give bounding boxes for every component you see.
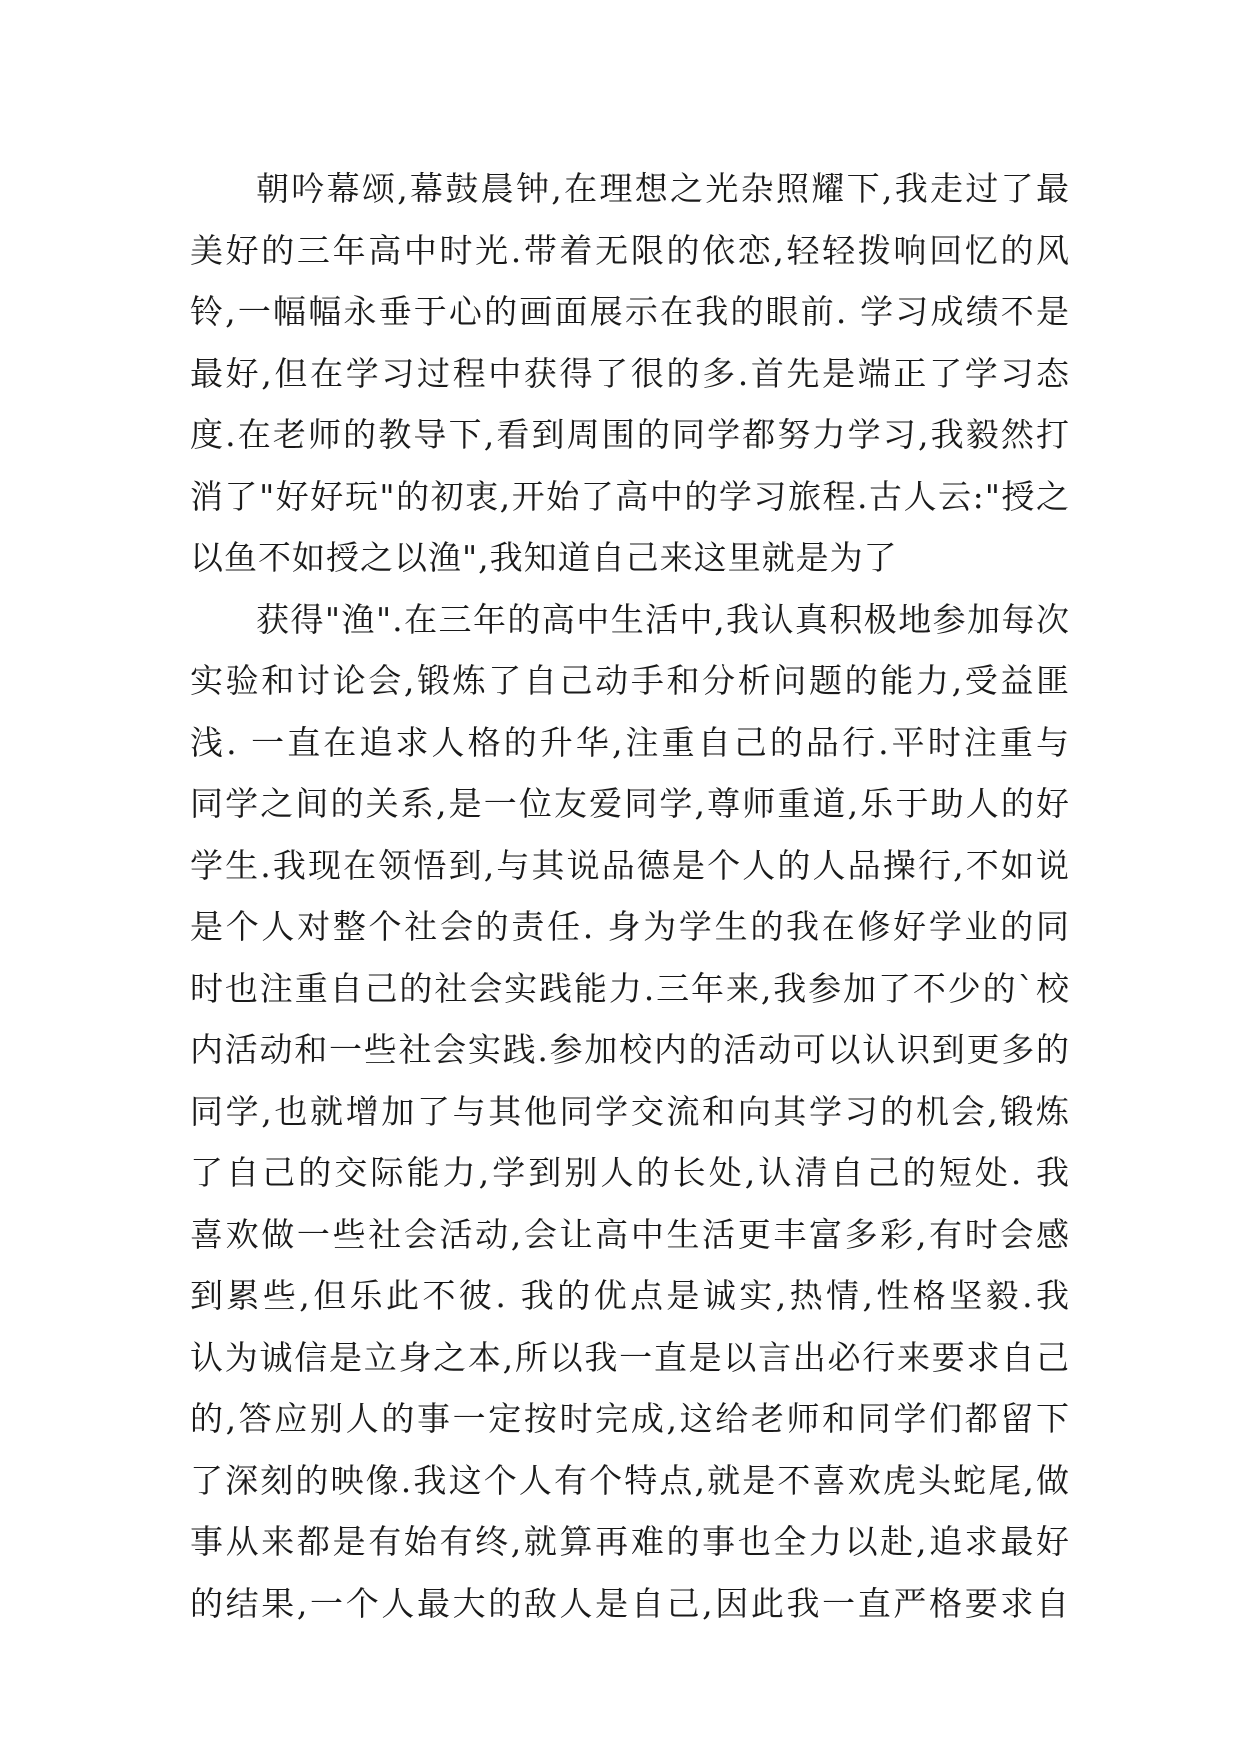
paragraph-line: 同学之间的关系,是一位友爱同学,尊师重道,乐于助人的好 xyxy=(190,784,1070,823)
paragraph-line: 同学,也就增加了与其他同学交流和向其学习的机会,锻炼 xyxy=(190,1091,1070,1131)
paragraph-line: 消了"好好玩"的初衷,开始了高中的学习旅程.古人云:"授之 xyxy=(190,476,1070,516)
paragraph-line: 美好的三年高中时光.带着无限的依恋,轻轻拨响回忆的风 xyxy=(190,230,1070,270)
paragraph-line: 度.在老师的教导下,看到周围的同学都努力学习,我毅然打 xyxy=(190,415,1070,454)
paragraph-line: 浅. 一直在追求人格的升华,注重自己的品行.平时注重与 xyxy=(190,722,1070,762)
paragraph-line: 是个人对整个社会的责任. 身为学生的我在修好学业的同 xyxy=(190,907,1070,946)
paragraph-line: 到累些,但乐此不彼. 我的优点是诚实,热情,性格坚毅.我 xyxy=(190,1276,1070,1315)
paragraph-2 xyxy=(190,589,1070,1635)
paragraph-line: 时也注重自己的社会实践能力.三年来,我参加了不少的`校 xyxy=(190,968,1070,1008)
paragraph-line: 的,答应别人的事一定按时完成,这给老师和同学们都留下 xyxy=(190,1399,1070,1438)
paragraph-line: 获得"渔".在三年的高中生活中,我认真积极地参加每次 xyxy=(256,599,1070,639)
paragraph-line: 内活动和一些社会实践.参加校内的活动可以认识到更多的 xyxy=(190,1030,1070,1069)
paragraph-line: 学生.我现在领悟到,与其说品德是个人的人品操行,不如说 xyxy=(190,845,1070,885)
paragraph-line: 了自己的交际能力,学到别人的长处,认清自己的短处. 我 xyxy=(190,1153,1070,1192)
paragraph-line: 实验和讨论会,锻炼了自己动手和分析问题的能力,受益匪 xyxy=(190,661,1070,700)
paragraph-line: 了深刻的映像.我这个人有个特点,就是不喜欢虎头蛇尾,做 xyxy=(190,1460,1070,1500)
paragraph-line: 认为诚信是立身之本,所以我一直是以言出必行来要求自己 xyxy=(190,1337,1070,1377)
document-body xyxy=(190,158,1070,1634)
paragraph-line: 以鱼不如授之以渔",我知道自己来这里就是为了 xyxy=(190,538,898,577)
paragraph-line: 喜欢做一些社会活动,会让高中生活更丰富多彩,有时会感 xyxy=(190,1214,1070,1254)
paragraph-line: 铃,一幅幅永垂于心的画面展示在我的眼前. 学习成绩不是 xyxy=(190,292,1070,331)
paragraph-line: 最好,但在学习过程中获得了很的多.首先是端正了学习态 xyxy=(190,353,1070,393)
paragraph-line: 朝吟幕颂,幕鼓晨钟,在理想之光杂照耀下,我走过了最 xyxy=(256,169,1070,208)
paragraph-1 xyxy=(190,158,1070,589)
paragraph-line: 事从来都是有始有终,就算再难的事也全力以赴,追求最好 xyxy=(190,1522,1070,1561)
paragraph-line: 的结果,一个人最大的敌人是自己,因此我一直严格要求自 xyxy=(190,1583,1070,1623)
